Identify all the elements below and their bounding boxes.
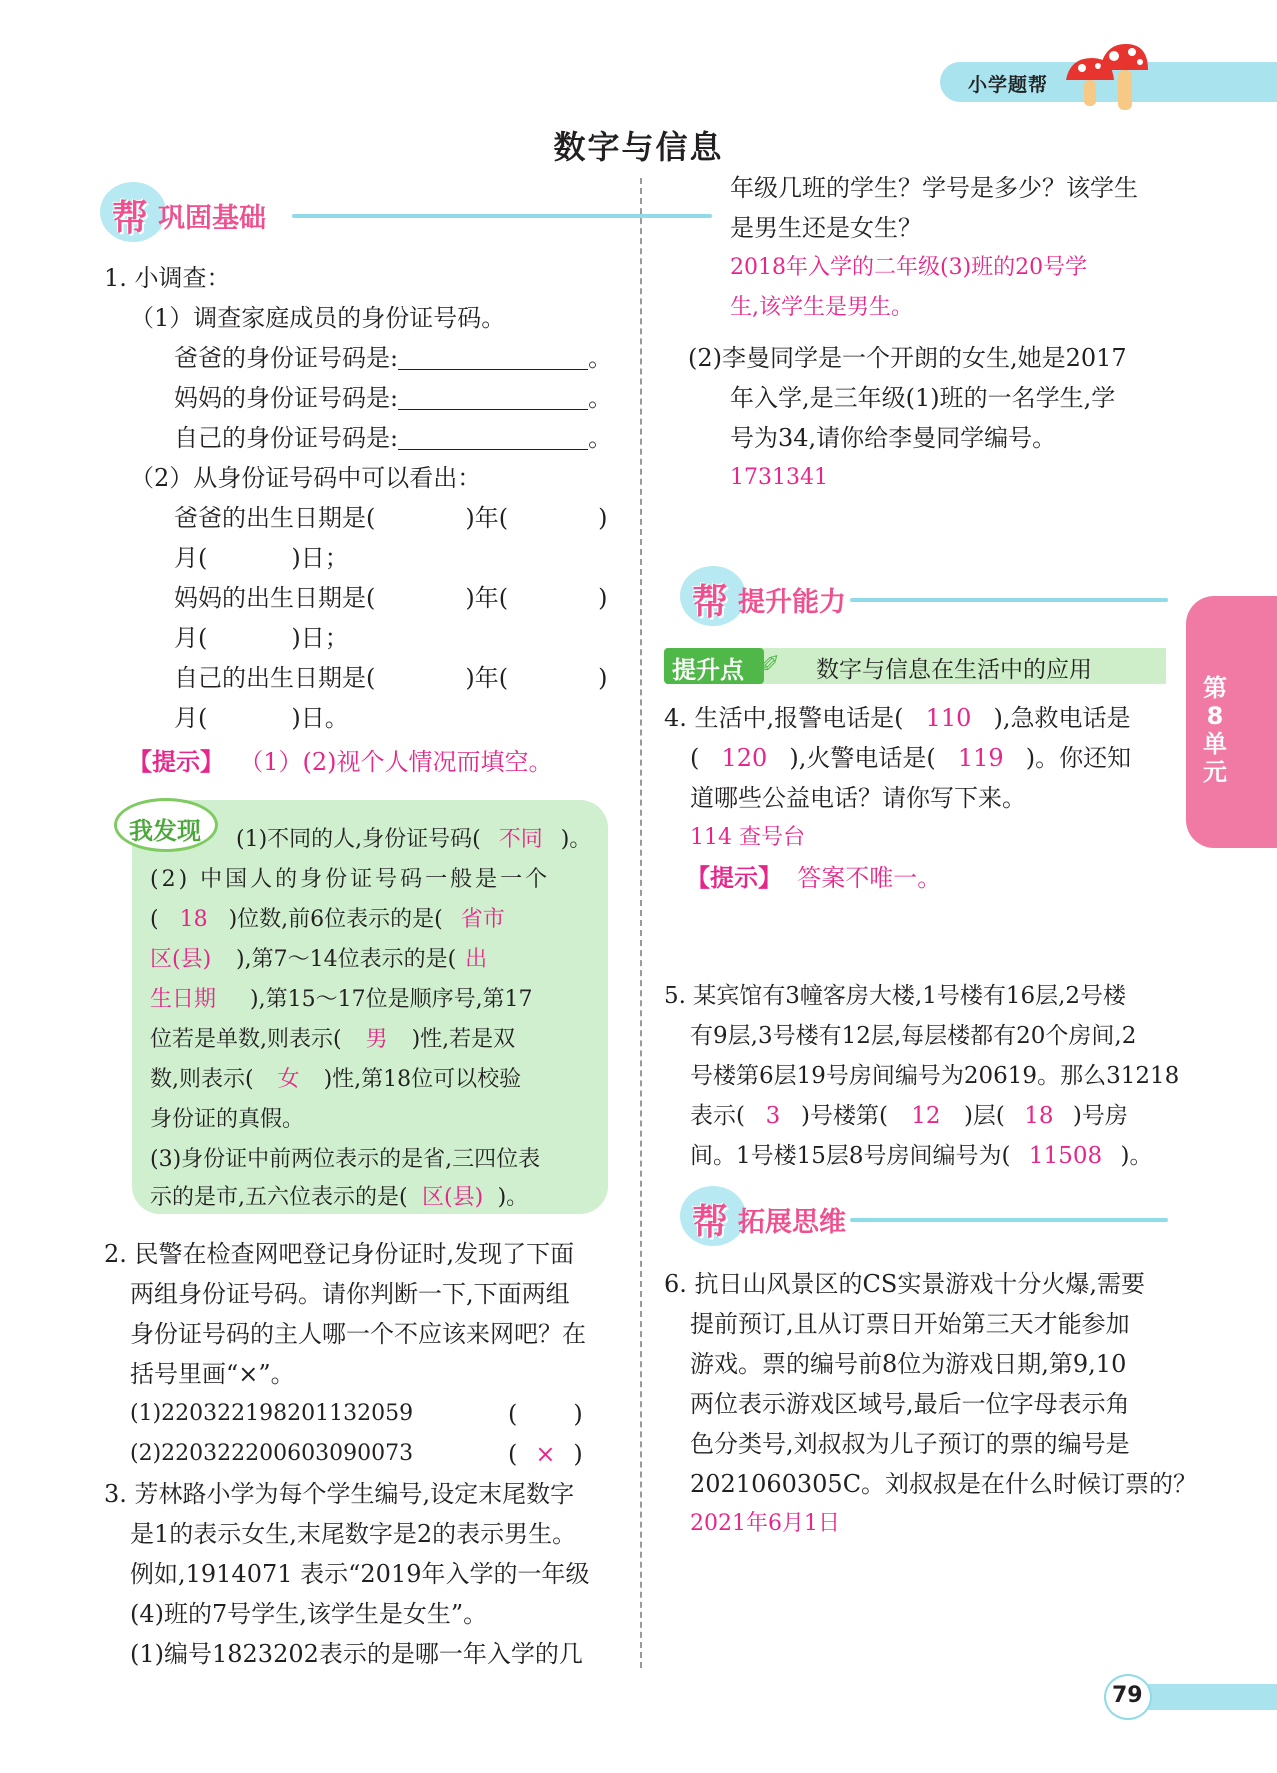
pencil-icon: ✐	[760, 650, 781, 678]
q3-answer-1: 2018年入学的二年级(3)班的20号学	[730, 255, 1088, 280]
bang-badge: 帮	[100, 182, 166, 242]
q4-line-3: 道哪些公益电话？请你写下来。	[690, 784, 1026, 812]
q6-line-1: 6. 抗日山风景区的CS实景游戏十分火爆,需要	[664, 1270, 1145, 1298]
unit-tab: 第8单元	[1186, 596, 1277, 848]
section-rule	[292, 214, 712, 218]
section-header-expand	[680, 1186, 1170, 1250]
find-line-8: 身份证的真假。	[150, 1107, 305, 1132]
answer-blank[interactable]	[398, 424, 588, 450]
q3-line-4: (4)班的7号学生,该学生是女生”。	[130, 1600, 488, 1628]
answer-blank[interactable]	[398, 384, 588, 410]
q2-line-2: 两组身份证号码。请你判断一下,下面两组	[130, 1280, 570, 1308]
q6-line-5: 色分类号,刘叔叔为儿子预订的票的编号是	[690, 1430, 1130, 1458]
q1-dad-id: 爸爸的身份证号码是: 。	[174, 344, 613, 372]
q1-part2: （2）从身份证号码中可以看出：	[130, 464, 482, 492]
find-line-9: (3)身份证中前两位表示的是省,三四位表	[150, 1147, 541, 1172]
mushroom-icon	[1060, 40, 1150, 120]
q2-option-1: (1)220322198201132059	[130, 1401, 414, 1426]
q1-self-id: 自己的身份证号码是: 。	[174, 424, 613, 452]
q1-part1: （1）调查家庭成员的身份证号码。	[130, 304, 506, 332]
q1-stem: 1. 小调查：	[104, 264, 231, 292]
brand-label: 小学题帮	[968, 74, 1049, 96]
q3-answer-2: 生,该学生是男生。	[730, 295, 913, 320]
find-line-5: 生日期 ),第15～17位是顺序号,第17	[150, 987, 533, 1012]
q5-line-3: 号楼第6层19号房间编号为20619。那么31218	[690, 1063, 1180, 1089]
find-line-4: 区(县) ),第7～14位表示的是( 出	[150, 947, 488, 972]
q4-line-1: 4. 生活中,报警电话是( 110 ),急救电话是	[664, 704, 1131, 732]
find-line-10: 示的是市,五六位表示的是( 区(县) )。	[150, 1185, 529, 1210]
q5-line-5: 间。1号楼15层8号房间编号为( 11508 )。	[690, 1143, 1153, 1169]
q3-right-2: 是男生还是女生？	[730, 214, 922, 242]
point-text: 数字与信息在生活中的应用	[816, 657, 1092, 683]
q2-line-4: 括号里画“×”。	[130, 1360, 295, 1388]
q1-self-birth: 自己的出生日期是( )年( )	[174, 664, 608, 692]
q6-answer: 2021年6月1日	[690, 1511, 840, 1536]
find-line-3: ( 18 )位数,前6位表示的是( 省市	[150, 907, 505, 932]
section-header-advance	[680, 566, 1170, 630]
section-rule	[850, 1218, 1168, 1222]
q2-option-2: (2)220322200603090073	[130, 1441, 414, 1466]
q1-mom-month: 月( )日；	[174, 624, 349, 652]
q2-option-2-box[interactable]: ( × )	[508, 1440, 583, 1468]
find-line-7: 数,则表示( 女 )性,第18位可以校验	[150, 1067, 522, 1092]
q2-line-3: 身份证号码的主人哪一个不应该来网吧？在	[130, 1320, 586, 1348]
column-divider	[640, 178, 642, 1668]
q2-line-1: 2. 民警在检查网吧登记身份证时,发现了下面	[104, 1240, 575, 1268]
q3-line-1: 3. 芳林路小学为每个学生编号,设定末尾数字	[104, 1480, 575, 1508]
q3-line-2: 是1的表示女生,末尾数字是2的表示男生。	[130, 1520, 577, 1548]
q3-line-5: (1)编号1823202表示的是哪一年入学的几	[130, 1640, 583, 1668]
section-rule	[850, 598, 1168, 602]
page-number: 79	[1104, 1674, 1152, 1720]
q6-line-3: 游戏。票的编号前8位为游戏日期,第9,10	[690, 1350, 1127, 1378]
q5-line-1: 5. 某宾馆有3幢客房大楼,1号楼有16层,2号楼	[664, 983, 1127, 1009]
bang-badge: 帮	[680, 566, 746, 626]
page-title: 数字与信息	[553, 128, 724, 166]
q3-part2-3: 号为34,请你给李曼同学编号。	[730, 424, 1057, 452]
q5-line-2: 有9层,3号楼有12层,每层楼都有20个房间,2	[690, 1023, 1137, 1049]
discovery-tag: 我发现	[114, 798, 218, 852]
q3-line-3: 例如,1914071 表示“2019年入学的一年级	[130, 1560, 590, 1588]
q1-dad-month: 月( )日；	[174, 544, 349, 572]
q1-mom-id: 妈妈的身份证号码是: 。	[174, 384, 613, 412]
point-tag: 提升点	[664, 648, 764, 684]
bang-badge: 帮	[680, 1186, 746, 1246]
q4-hint: 【提示】 答案不唯一。	[686, 863, 942, 892]
q3-right-1: 年级几班的学生？学号是多少？该学生	[730, 174, 1138, 202]
q1-mom-birth: 妈妈的出生日期是( )年( )	[174, 584, 608, 612]
q4-line-2: ( 120 ),火警电话是( 119 )。你还知	[690, 744, 1132, 772]
q4-answer: 114 查号台	[690, 825, 805, 850]
q3-part2-answer: 1731341	[730, 465, 828, 490]
section-title: 提升能力	[738, 587, 846, 618]
q3-part2-2: 年入学,是三年级(1)班的一名学生,学	[730, 384, 1116, 412]
find-line-6: 位若是单数,则表示( 男 )性,若是双	[150, 1027, 516, 1052]
section-title: 巩固基础	[158, 203, 266, 234]
q6-line-2: 提前预订,且从订票日开始第三天才能参加	[690, 1310, 1130, 1338]
section-header-basic	[100, 182, 620, 246]
q2-option-1-box[interactable]: ( )	[508, 1400, 583, 1428]
find-line-2: (2) 中国人的身份证号码一般是一个	[150, 867, 551, 892]
q1-self-month: 月( )日。	[174, 704, 349, 732]
answer-blank[interactable]	[398, 344, 588, 370]
section-title: 拓展思维	[738, 1207, 846, 1238]
q3-part2-1: (2)李曼同学是一个开朗的女生,她是2017	[688, 344, 1127, 372]
q5-line-4: 表示( 3 )号楼第( 12 )层( 18 )号房	[690, 1103, 1128, 1129]
q1-dad-birth: 爸爸的出生日期是( )年( )	[174, 504, 608, 532]
find-line-1: (1)不同的人,身份证号码( 不同 )。	[236, 827, 592, 852]
q6-line-4: 两位表示游戏区域号,最后一位字母表示角	[690, 1390, 1130, 1418]
q1-hint: 【提示】 （1）(2)视个人情况而填空。	[128, 747, 553, 776]
q6-line-6: 2021060305C。刘叔叔是在什么时候订票的？	[690, 1470, 1198, 1498]
